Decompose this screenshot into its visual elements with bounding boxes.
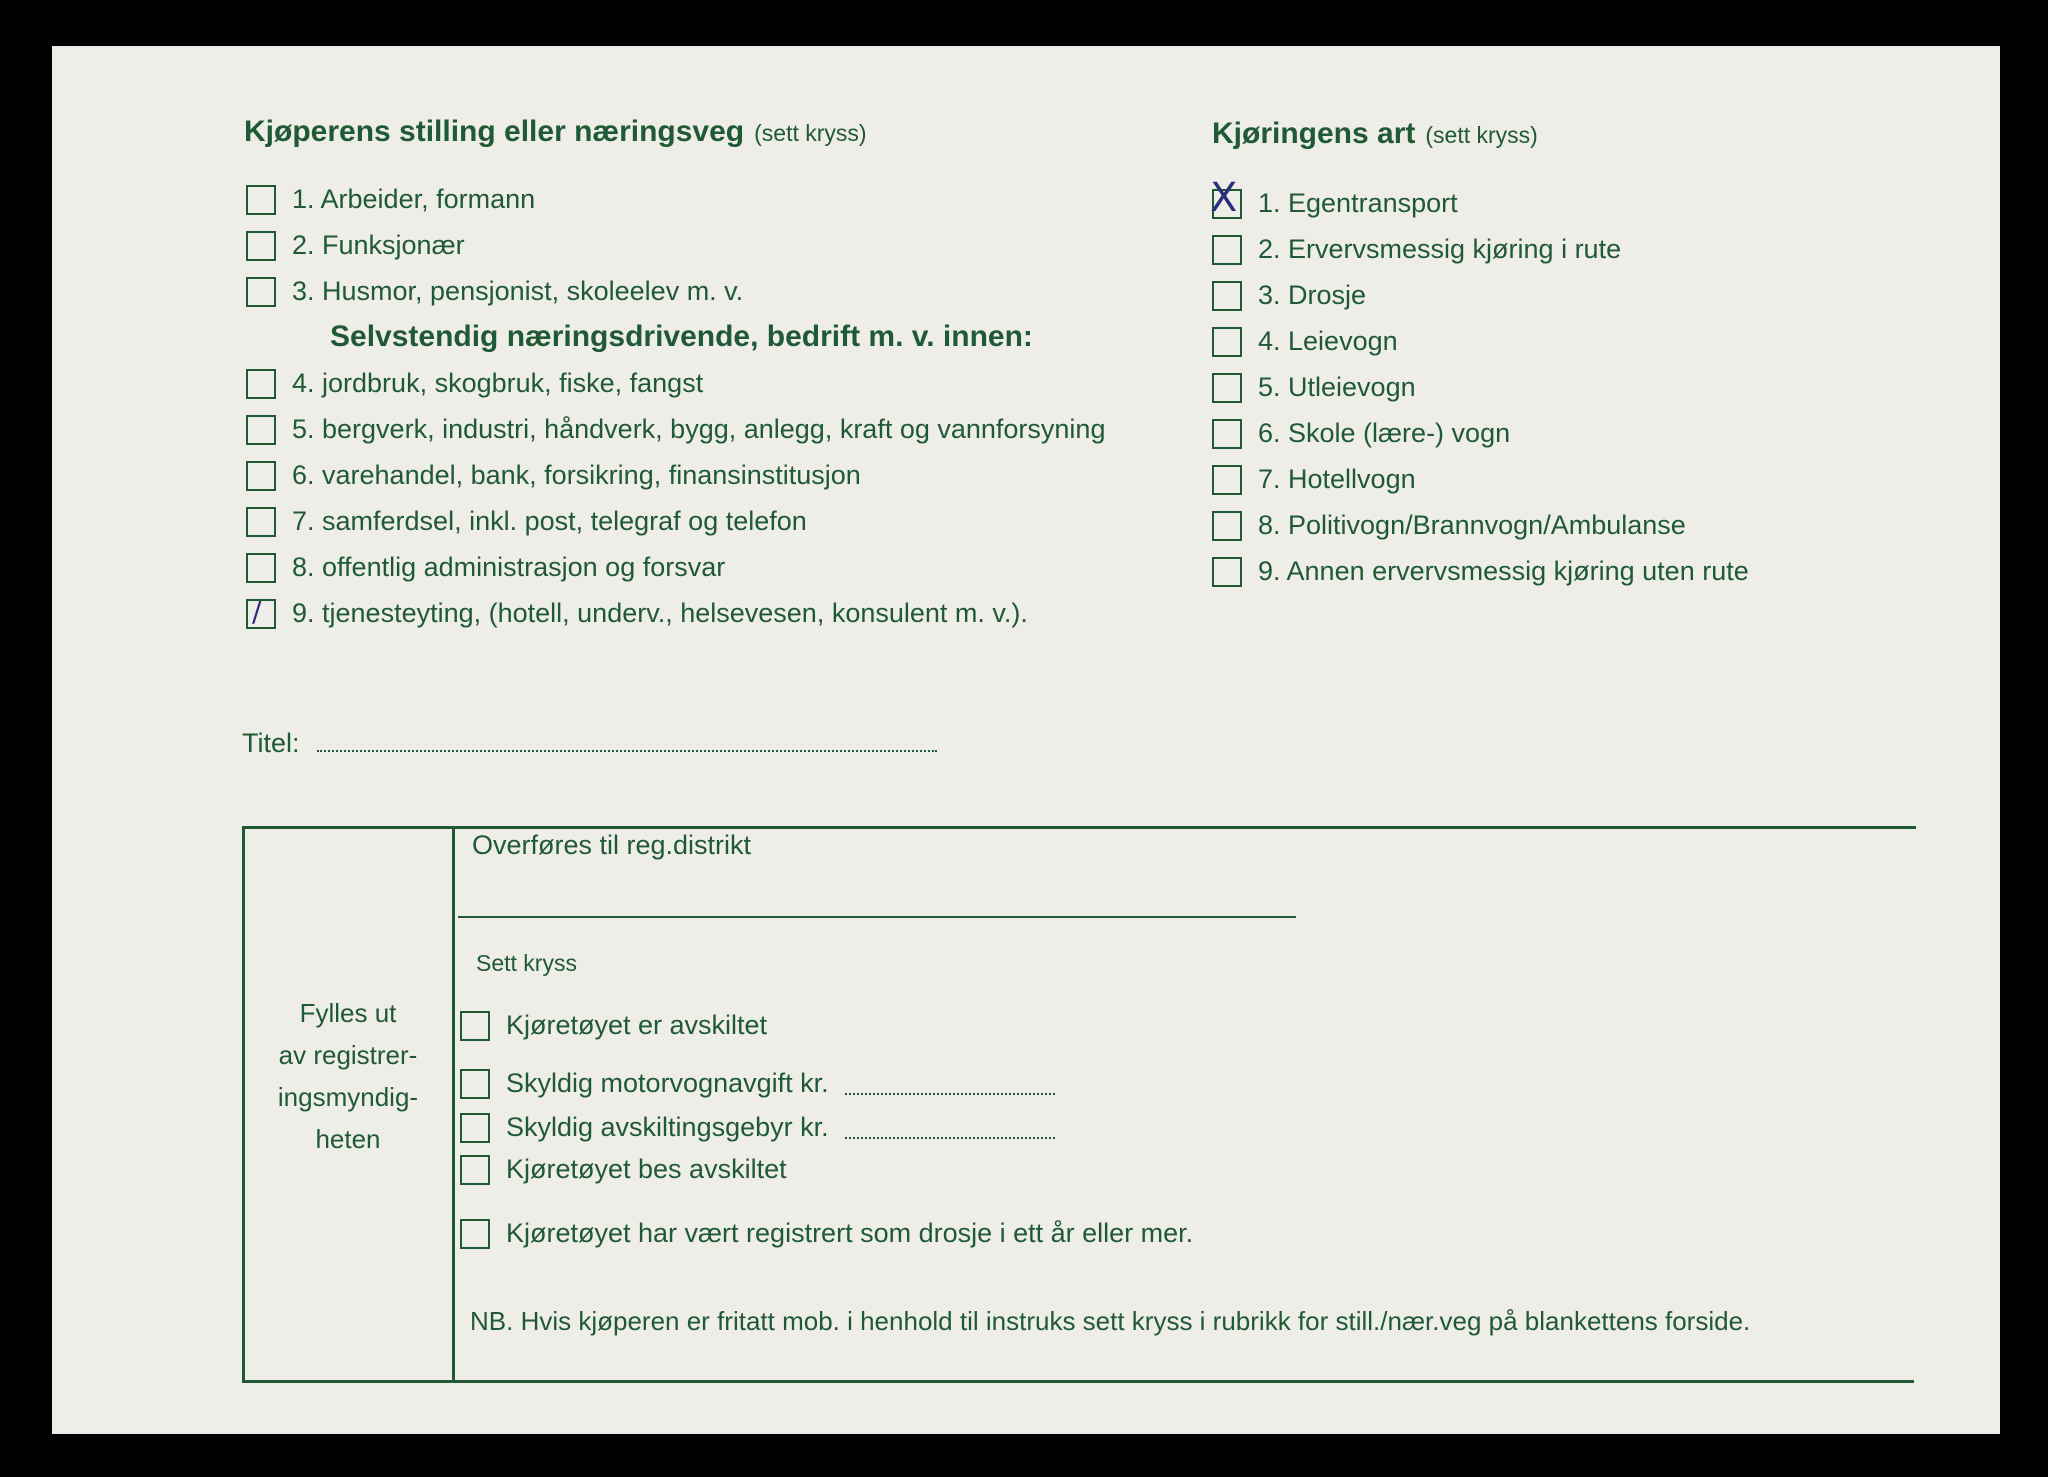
occupation-item-2[interactable] [246,230,465,261]
driving-checkbox-5[interactable] [1212,373,1242,403]
buyer-occupation-note: (sett kryss) [754,120,867,146]
self-employed-subheading: Selvstendig næringsdrivende, bedrift m. v. innen: [330,320,1033,353]
occupation-item-3[interactable] [246,276,743,307]
pen-tick-mark: / [252,594,262,628]
driving-type-note: (sett kryss) [1425,122,1538,148]
driving-item-4[interactable] [1212,326,1398,357]
occupation-label-9: 9. tjenesteyting, (hotell, underv., helsevesen, konsulent m. v.). [292,598,1028,628]
plate-fee-dotted-line[interactable] [845,1117,1055,1139]
sett-kryss-label: Sett kryss [476,950,577,976]
occupation-checkbox-1[interactable] [246,185,276,215]
occupation-checkbox-6[interactable] [246,461,276,491]
driving-checkbox-2[interactable] [1212,235,1242,265]
title-field[interactable] [242,728,937,759]
side-label-line-1: Fylles ut [299,998,397,1028]
driving-label-6: 6. Skole (lære-) vogn [1258,418,1511,448]
driving-label-1: 1. Egentransport [1258,188,1458,218]
occupation-item-5[interactable] [246,414,1105,445]
driving-item-1[interactable] [1210,174,1458,221]
box-top-border [242,826,1916,829]
driving-label-3: 3. Drosje [1258,280,1367,310]
registry-checkbox-2[interactable] [460,1069,490,1099]
driving-type-heading: Kjøringens art (sett kryss) [1212,117,1538,150]
occupation-checkbox-7[interactable] [246,507,276,537]
driving-label-9: 9. Annen ervervsmessig kjøring uten rute [1258,556,1749,586]
driving-item-5[interactable] [1212,372,1416,403]
driving-checkbox-8[interactable] [1212,511,1242,541]
occupation-label-4: 4. jordbruk, skogbruk, fiske, fangst [292,368,704,398]
registry-label-1: Kjøretøyet er avskiltet [506,1010,768,1040]
driving-label-7: 7. Hotellvogn [1258,464,1416,494]
driving-checkbox-1[interactable] [1210,174,1242,221]
occupation-item-8[interactable] [246,552,725,583]
occupation-item-4[interactable] [246,368,703,399]
driving-checkbox-9[interactable] [1212,557,1242,587]
occupation-label-5: 5. bergverk, industri, håndverk, bygg, anlegg, kraft og vannforsyning [292,414,1106,444]
driving-checkbox-7[interactable] [1212,465,1242,495]
registry-checkbox-5[interactable] [460,1219,490,1249]
registry-check-5[interactable] [460,1218,1193,1249]
occupation-label-7: 7. samferdsel, inkl. post, telegraf og telefon [292,506,807,536]
occupation-label-3: 3. Husmor, pensjonist, skoleelev m. v. [292,276,744,306]
box-bottom-border [242,1380,1914,1383]
occupation-label-8: 8. offentlig administrasjon og forsvar [292,552,726,582]
occupation-checkbox-9[interactable] [246,594,276,629]
occupation-item-7[interactable] [246,506,807,537]
box-divider [452,826,455,1383]
pen-cross-mark: X [1210,174,1238,221]
occupation-checkbox-5[interactable] [246,415,276,445]
registry-check-1[interactable] [460,1010,767,1041]
side-label-line-4: heten [315,1124,381,1154]
occupation-label-1: 1. Arbeider, formann [292,184,536,214]
box-left-border [242,826,245,1383]
driving-item-2[interactable] [1212,234,1621,265]
title-label: Titel: [242,728,300,758]
occupation-checkbox-3[interactable] [246,277,276,307]
occupation-label-2: 2. Funksjonær [292,230,465,260]
driving-label-2: 2. Ervervsmessig kjøring i rute [1258,234,1622,264]
driving-label-4: 4. Leievogn [1258,326,1398,356]
registry-checkbox-1[interactable] [460,1011,490,1041]
side-label-line-2: av registrer- [278,1040,418,1070]
registry-check-4[interactable] [460,1154,787,1185]
nb-note: NB. Hvis kjøperen er fritatt mob. i henhold til instruks sett kryss i rubrikk for still./nær.veg på blankettens forside. [470,1306,1751,1336]
registry-label-2: Skyldig motorvognavgift kr. [506,1068,829,1098]
registry-checkbox-3[interactable] [460,1113,490,1143]
driving-checkbox-4[interactable] [1212,327,1242,357]
driving-checkbox-6[interactable] [1212,419,1242,449]
side-label-line-3: ingsmyndig- [277,1082,419,1112]
buyer-occupation-heading: Kjøperens stilling eller næringsveg (sett kryss) [244,115,867,148]
occupation-checkbox-2[interactable] [246,231,276,261]
transfer-district-label: Overføres til reg.distrikt [472,830,752,860]
registry-side-label [248,992,448,1160]
registry-label-3: Skyldig avskiltingsgebyr kr. [506,1112,829,1142]
occupation-item-1[interactable] [246,184,535,215]
driving-item-3[interactable] [1212,280,1366,311]
occupation-item-6[interactable] [246,460,861,491]
registry-checkbox-4[interactable] [460,1155,490,1185]
occupation-checkbox-8[interactable] [246,553,276,583]
driving-item-7[interactable] [1212,464,1416,495]
driving-checkbox-3[interactable] [1212,281,1242,311]
title-dotted-line [317,730,937,752]
driving-label-5: 5. Utleievogn [1258,372,1416,402]
motor-fee-dotted-line[interactable] [845,1073,1055,1095]
transfer-district-line[interactable] [458,916,1296,918]
occupation-checkbox-4[interactable] [246,369,276,399]
occupation-label-6: 6. varehandel, bank, forsikring, finansinstitusjon [292,460,861,490]
occupation-item-9[interactable] [246,594,1028,629]
registry-check-3[interactable] [460,1112,1055,1143]
driving-item-9[interactable] [1212,556,1749,587]
driving-item-6[interactable] [1212,418,1510,449]
registry-label-5: Kjøretøyet har vært registrert som drosje i ett år eller mer. [506,1218,1194,1248]
driving-label-8: 8. Politivogn/Brannvogn/Ambulanse [1258,510,1686,540]
driving-item-8[interactable] [1212,510,1686,541]
registry-label-4: Kjøretøyet bes avskiltet [506,1154,787,1184]
registry-check-2[interactable] [460,1068,1055,1099]
